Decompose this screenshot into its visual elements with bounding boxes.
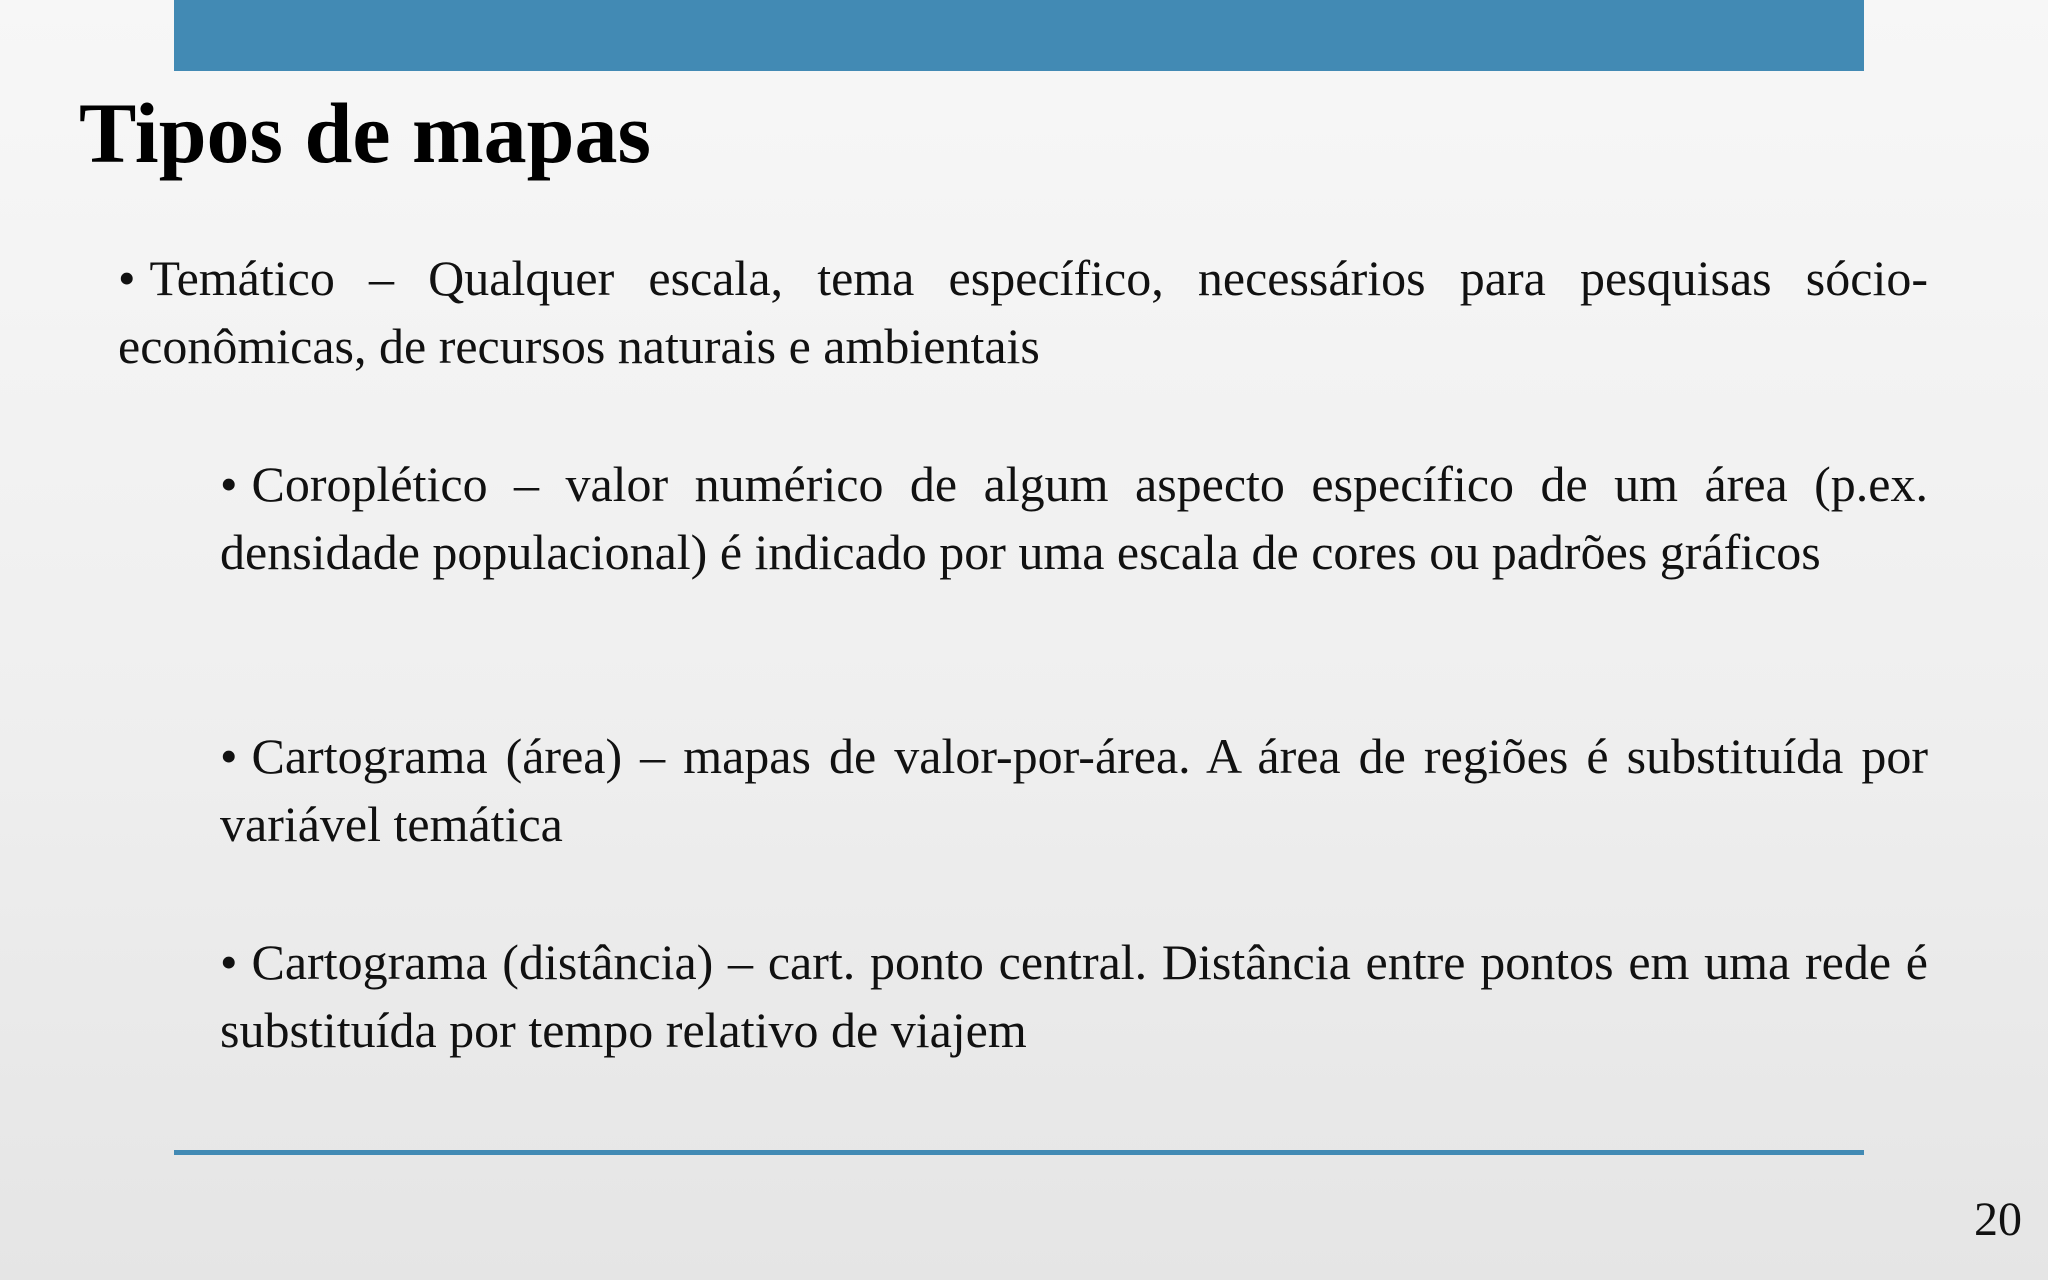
bullet-text: Coroplético – valor numérico de algum aspecto específico de um área (p.ex. densidade populacional) é indicado por uma escala de cores ou padrões gráficos xyxy=(220,456,1928,580)
bullet-marker: • xyxy=(220,934,238,990)
bullet-marker: • xyxy=(220,456,238,512)
bullet-tematico xyxy=(118,244,1928,380)
slide-title: Tipos de mapas xyxy=(79,85,651,181)
bullet-text: Temático – Qualquer escala, tema específico, necessários para pesquisas sócio-econômicas, de recursos naturais e ambientais xyxy=(118,250,1928,374)
bullet-marker: • xyxy=(220,728,238,784)
page-number: 20 xyxy=(1974,1193,2022,1246)
bottom-divider-line xyxy=(174,1150,1864,1155)
bullet-cartograma-area xyxy=(220,722,1928,858)
bullet-marker: • xyxy=(118,250,136,306)
top-accent-bar xyxy=(174,0,1864,71)
bullet-text: Cartograma (área) – mapas de valor-por-área. A área de regiões é substituída por variável temática xyxy=(220,728,1928,852)
bullet-text: Cartograma (distância) – cart. ponto central. Distância entre pontos em uma rede é substituída por tempo relativo de viajem xyxy=(220,934,1928,1058)
bullet-coropletico xyxy=(220,450,1928,586)
bullet-cartograma-distancia xyxy=(220,928,1928,1064)
